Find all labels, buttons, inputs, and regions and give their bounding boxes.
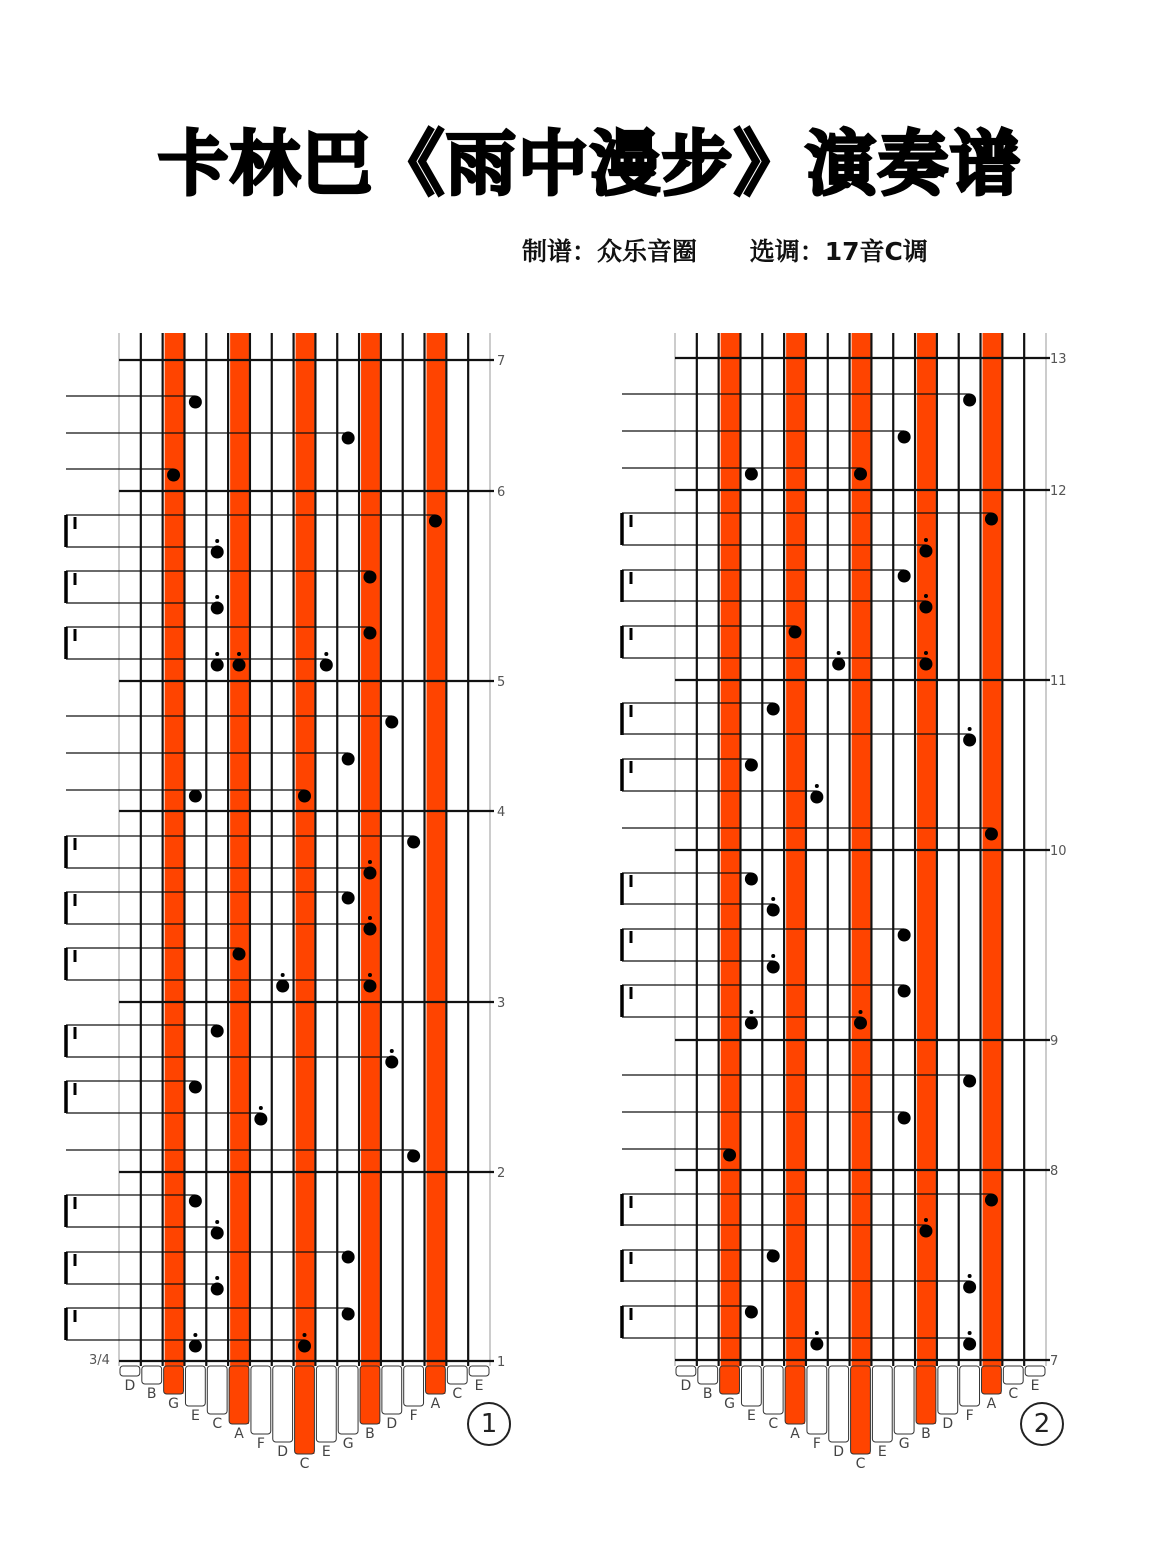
note-dot — [854, 468, 867, 481]
measure-number: 7 — [1050, 1354, 1059, 1369]
note-dot — [320, 659, 333, 672]
highlighted-key-C — [296, 333, 315, 1454]
octave-dot — [215, 1220, 219, 1224]
measure-number: 9 — [1050, 1034, 1059, 1049]
note-dot — [898, 570, 911, 583]
measure-number: 12 — [1050, 484, 1067, 499]
note-dot — [254, 1113, 267, 1126]
measure-number: 11 — [1050, 674, 1067, 689]
highlighted-key-B — [917, 333, 936, 1424]
key-label: E — [746, 1408, 756, 1424]
note-dot — [363, 627, 376, 640]
octave-dot — [368, 916, 372, 920]
measure-number: 6 — [497, 485, 506, 500]
note-dot — [189, 1081, 202, 1094]
note-dot — [363, 923, 376, 936]
note-dot — [342, 432, 355, 445]
octave-dot — [815, 784, 819, 788]
measure-number: 8 — [1050, 1164, 1059, 1179]
measure-number: 1 — [497, 1355, 506, 1370]
page-title: 卡林巴《雨中漫步》演奏谱 — [158, 123, 1022, 205]
key-label: D — [833, 1444, 845, 1460]
key-label: G — [898, 1436, 910, 1452]
octave-dot — [390, 1049, 394, 1053]
note-dot — [211, 659, 224, 672]
note-dot — [276, 980, 289, 993]
octave-dot — [215, 652, 219, 656]
note-dot — [767, 961, 780, 974]
note-dot — [189, 396, 202, 409]
octave-dot — [924, 594, 928, 598]
key-label: C — [299, 1456, 310, 1472]
note-dot — [985, 1194, 998, 1207]
arranger-credit: 制谱：众乐音圈 — [522, 237, 698, 266]
octave-dot — [968, 1331, 972, 1335]
note-dot — [342, 892, 355, 905]
note-dot — [189, 1195, 202, 1208]
note-dot — [211, 546, 224, 559]
key-label: A — [986, 1396, 997, 1412]
key-label: F — [409, 1408, 418, 1424]
key-label: A — [430, 1396, 441, 1412]
note-dot — [363, 571, 376, 584]
key-label: C — [1008, 1386, 1019, 1402]
note-dot — [898, 1112, 911, 1125]
key-label: G — [342, 1436, 354, 1452]
note-dot — [363, 980, 376, 993]
note-dot — [963, 394, 976, 407]
highlighted-key-G — [165, 333, 184, 1394]
note-dot — [767, 1250, 780, 1263]
subtitle — [522, 232, 972, 268]
key-label: E — [474, 1378, 484, 1394]
key-label: B — [146, 1386, 157, 1402]
note-dot — [342, 1308, 355, 1321]
highlighted-key-C — [852, 333, 871, 1454]
note-dot — [854, 1017, 867, 1030]
measure-number: 5 — [497, 675, 506, 690]
note-dot — [810, 1338, 823, 1351]
note-dot — [832, 658, 845, 671]
highlighted-key-G — [721, 333, 740, 1394]
key-label: D — [942, 1416, 954, 1432]
note-dot — [919, 658, 932, 671]
octave-dot — [215, 595, 219, 599]
octave-dot — [368, 860, 372, 864]
measure-number: 2 — [497, 1166, 506, 1181]
note-dot — [810, 791, 823, 804]
note-dot — [963, 1075, 976, 1088]
highlighted-key-A — [983, 333, 1002, 1394]
note-dot — [745, 1306, 758, 1319]
key-label: F — [965, 1408, 974, 1424]
key-label: F — [256, 1436, 265, 1452]
note-dot — [963, 734, 976, 747]
octave-dot — [924, 1218, 928, 1222]
note-dot — [342, 1251, 355, 1264]
note-dot — [745, 759, 758, 772]
octave-dot — [259, 1106, 263, 1110]
note-dot — [233, 659, 246, 672]
note-dot — [898, 985, 911, 998]
key-label: D — [680, 1378, 692, 1394]
octave-dot — [859, 1010, 863, 1014]
key-label: E — [321, 1444, 331, 1460]
octave-dot — [968, 1274, 972, 1278]
octave-dot — [771, 897, 775, 901]
octave-dot — [924, 651, 928, 655]
octave-dot — [924, 538, 928, 542]
key-label: C — [452, 1386, 463, 1402]
key-label: A — [790, 1426, 800, 1442]
note-dot — [189, 790, 202, 803]
octave-dot — [281, 973, 285, 977]
octave-dot — [193, 1333, 197, 1337]
key-label: E — [190, 1408, 200, 1424]
key-label: F — [812, 1436, 821, 1452]
key-label: C — [855, 1456, 866, 1472]
note-dot — [167, 469, 180, 482]
note-dot — [385, 1056, 398, 1069]
note-dot — [342, 753, 355, 766]
key-label: D — [386, 1416, 398, 1432]
note-dot — [898, 929, 911, 942]
measure-number: 13 — [1050, 352, 1067, 367]
key-selection: 选调：17音C调 — [749, 237, 928, 266]
octave-dot — [771, 954, 775, 958]
octave-dot — [837, 651, 841, 655]
note-dot — [963, 1338, 976, 1351]
note-dot — [298, 1340, 311, 1353]
note-dot — [363, 867, 376, 880]
measure-number: 10 — [1050, 844, 1067, 859]
note-dot — [407, 836, 420, 849]
note-dot — [919, 1225, 932, 1238]
measure-number: 3 — [497, 996, 506, 1011]
note-dot — [745, 1017, 758, 1030]
note-dot — [211, 602, 224, 615]
key-label: E — [1030, 1378, 1040, 1394]
note-dot — [767, 904, 780, 917]
note-dot — [385, 716, 398, 729]
note-dot — [745, 468, 758, 481]
octave-dot — [237, 652, 241, 656]
octave-dot — [324, 652, 328, 656]
panel-number: 1 — [467, 1402, 511, 1446]
note-dot — [985, 828, 998, 841]
key-label: E — [877, 1444, 887, 1460]
key-label: D — [277, 1444, 289, 1460]
key-label: B — [921, 1426, 931, 1442]
note-dot — [745, 873, 758, 886]
note-dot — [963, 1281, 976, 1294]
octave-dot — [215, 1276, 219, 1280]
key-label: G — [724, 1396, 735, 1412]
panel-number: 2 — [1020, 1402, 1064, 1446]
note-dot — [211, 1025, 224, 1038]
measure-number: 7 — [497, 354, 506, 369]
octave-dot — [749, 1010, 753, 1014]
key-label: B — [365, 1426, 375, 1442]
key-label: C — [212, 1416, 223, 1432]
octave-dot — [815, 1331, 819, 1335]
highlighted-key-A — [786, 333, 805, 1424]
octave-dot — [968, 727, 972, 731]
octave-dot — [368, 973, 372, 977]
note-dot — [985, 513, 998, 526]
note-dot — [767, 703, 780, 716]
highlighted-key-A — [230, 333, 249, 1424]
note-dot — [919, 601, 932, 614]
note-dot — [407, 1150, 420, 1163]
note-dot — [789, 626, 802, 639]
key-label: B — [702, 1386, 713, 1402]
highlighted-key-B — [361, 333, 380, 1424]
note-dot — [429, 515, 442, 528]
note-dot — [189, 1340, 202, 1353]
key-label: D — [124, 1378, 136, 1394]
note-dot — [723, 1149, 736, 1162]
note-dot — [898, 431, 911, 444]
octave-dot — [215, 539, 219, 543]
note-dot — [298, 790, 311, 803]
key-label: C — [768, 1416, 779, 1432]
note-dot — [211, 1227, 224, 1240]
key-label: G — [168, 1396, 179, 1412]
octave-dot — [303, 1333, 307, 1337]
note-dot — [233, 948, 246, 961]
time-signature: 3/4 — [89, 1353, 110, 1368]
measure-number: 4 — [497, 805, 506, 820]
note-dot — [211, 1283, 224, 1296]
note-dot — [919, 545, 932, 558]
highlighted-key-A — [427, 333, 446, 1394]
key-label: A — [234, 1426, 244, 1442]
